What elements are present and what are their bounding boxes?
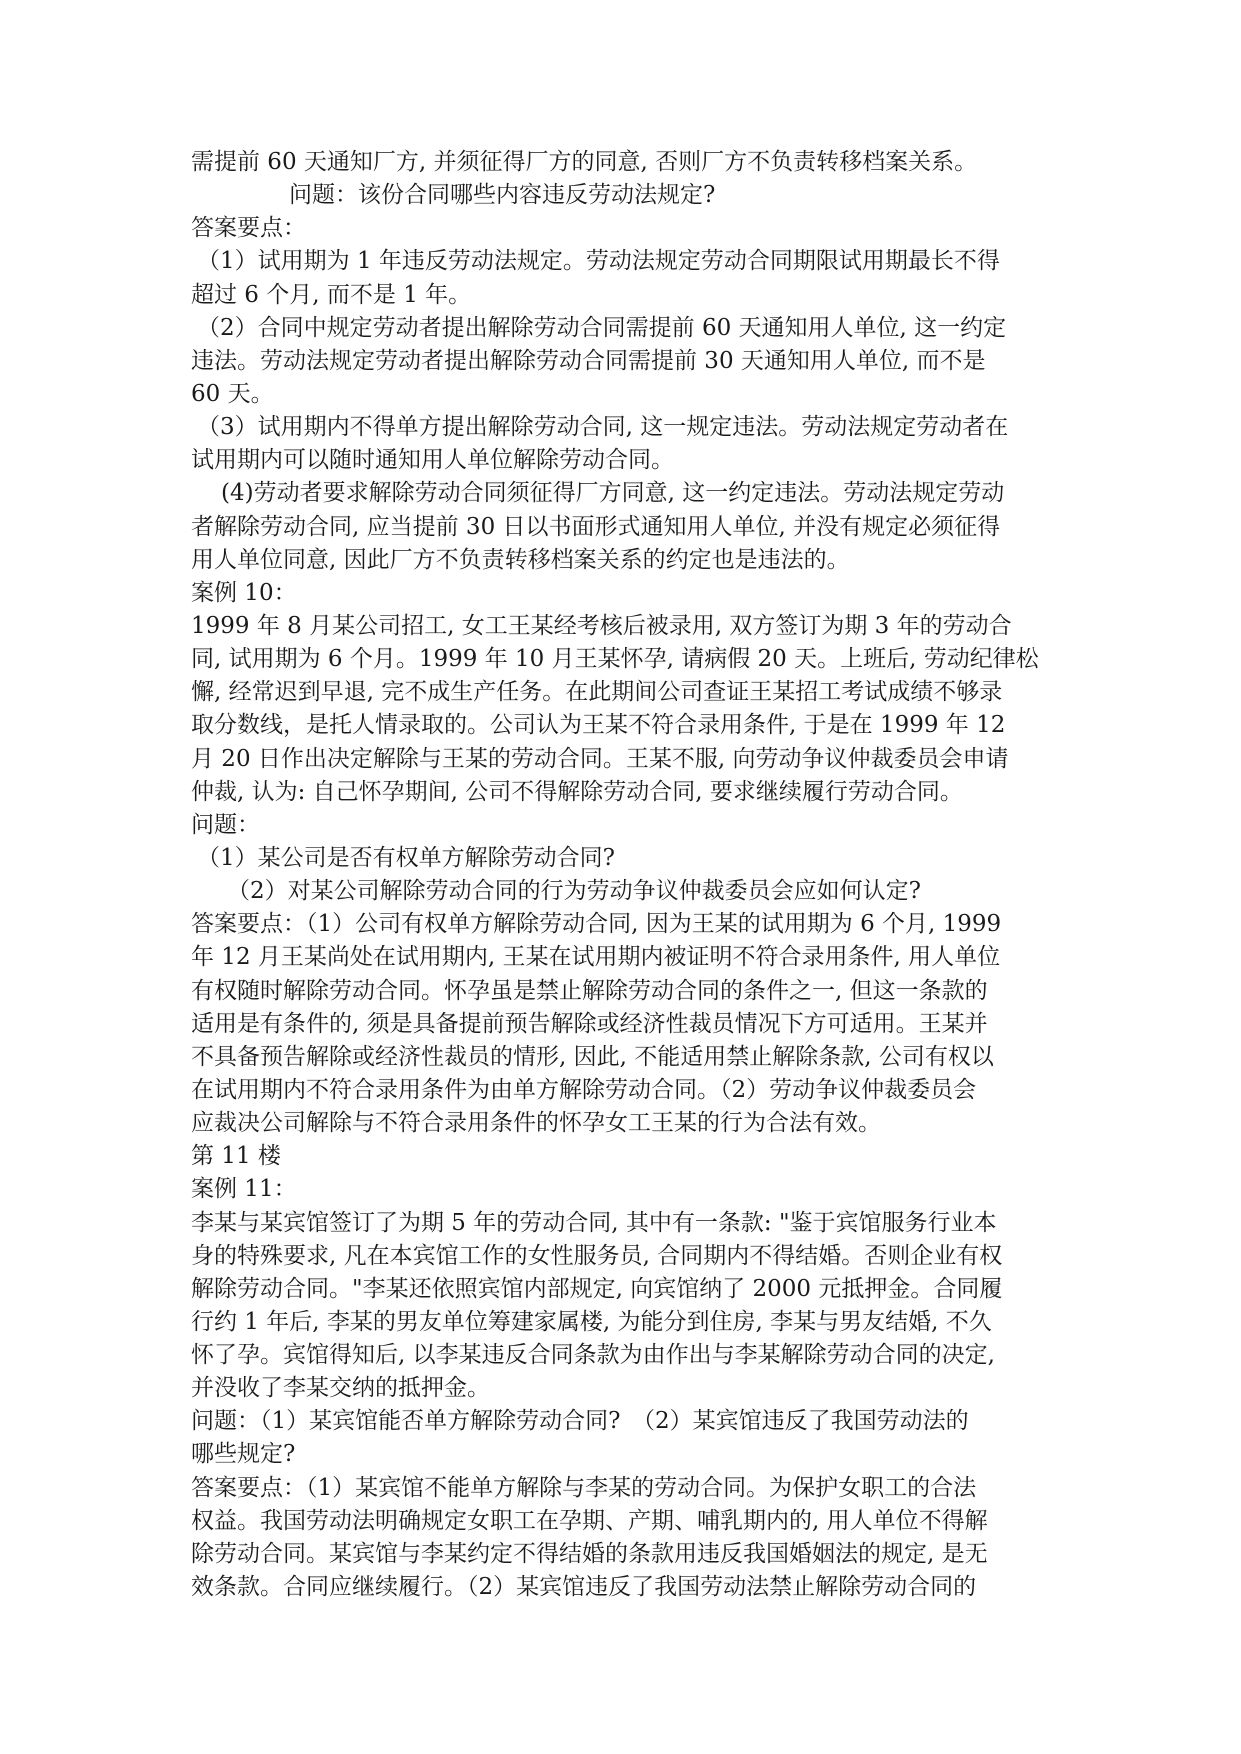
- text-line: 哪些规定?: [191, 1441, 296, 1468]
- text-line: 李某与某宾馆签订了为期 5 年的劳动合同, 其中有一条款: "鉴于宾馆服务行业本: [191, 1209, 997, 1236]
- text-line: （2）合同中规定劳动者提出解除劳动合同需提前 60 天通知用人单位, 这一约定: [197, 314, 1007, 341]
- floor-label: 第 11 楼: [191, 1143, 281, 1170]
- text-line: 超过 6 个月, 而不是 1 年。: [191, 281, 472, 308]
- question-heading: 问题：: [191, 811, 260, 838]
- text-line: (4)劳动者要求解除劳动合同须征得厂方同意, 这一约定违法。劳动法规定劳动: [221, 480, 1005, 507]
- text-line: 并没收了李某交纳的抵押金。: [191, 1375, 490, 1402]
- question-line: 问题：该份合同哪些内容违反劳动法规定?: [289, 182, 716, 209]
- text-line: 违法。劳动法规定劳动者提出解除劳动合同需提前 30 天通知用人单位, 而不是: [191, 347, 986, 374]
- text-line: 有权随时解除劳动合同。怀孕虽是禁止解除劳动合同的条件之一, 但这一条款的: [191, 977, 988, 1004]
- text-line: 应裁决公司解除与不符合录用条件的怀孕女工王某的行为合法有效。: [191, 1110, 881, 1137]
- document-body: [191, 146, 1061, 1604]
- text-line: 用人单位同意, 因此厂方不负责转移档案关系的约定也是违法的。: [191, 546, 850, 573]
- text-line: 身的特殊要求, 凡在本宾馆工作的女性服务员, 合同期内不得结婚。否则企业有权: [191, 1242, 1003, 1269]
- case-heading: 案例 11：: [191, 1176, 297, 1203]
- text-line: 怀了孕。宾馆得知后, 以李某违反合同条款为由作出与李某解除劳动合同的决定,: [191, 1342, 995, 1369]
- text-line: 仲裁, 认为: 自己怀孕期间, 公司不得解除劳动合同, 要求继续履行劳动合同。: [191, 778, 963, 805]
- text-line: 答案要点：（1）公司有权单方解除劳动合同, 因为王某的试用期为 6 个月, 1999: [191, 911, 1002, 938]
- text-line: （1）试用期为 1 年违反劳动法规定。劳动法规定劳动合同期限试用期最长不得: [197, 248, 1000, 275]
- question-line: 问题：（1）某宾馆能否单方解除劳动合同? （2）某宾馆违反了我国劳动法的: [191, 1408, 969, 1435]
- text-line: （3）试用期内不得单方提出解除劳动合同, 这一规定违法。劳动法规定劳动者在: [197, 414, 1009, 441]
- text-line: 月 20 日作出决定解除与王某的劳动合同。王某不服, 向劳动争议仲裁委员会申请: [191, 745, 1009, 772]
- text-line: 1999 年 8 月某公司招工, 女工王某经考核后被录用, 双方签订为期 3 年的劳动合: [191, 612, 1012, 639]
- text-line: 权益。我国劳动法明确规定女职工在孕期、产期、哺乳期内的, 用人单位不得解: [191, 1507, 988, 1534]
- text-line: 在试用期内不符合录用条件为由单方解除劳动合同。（2）劳动争议仲裁委员会: [191, 1076, 977, 1103]
- text-line: 60 天。: [191, 380, 274, 407]
- text-line: 需提前 60 天通知厂方, 并须征得厂方的同意, 否则厂方不负责转移档案关系。: [191, 149, 978, 175]
- text-line: 懈, 经常迟到早退, 完不成生产任务。在此期间公司查证王某招工考试成绩不够录: [191, 679, 1003, 706]
- text-line: 除劳动合同。某宾馆与李某约定不得结婚的条款用违反我国婚姻法的规定, 是无: [191, 1540, 988, 1567]
- question-line: （2）对某公司解除劳动合同的行为劳动争议仲裁委员会应如何认定?: [227, 878, 921, 905]
- text-line: 取分数线，是托人情录取的。公司认为王某不符合录用条件, 于是在 1999 年 12: [191, 712, 1006, 739]
- text-line: 效条款。合同应继续履行。（2）某宾馆违反了我国劳动法禁止解除劳动合同的: [191, 1574, 977, 1601]
- text-line: 者解除劳动合同, 应当提前 30 日以书面形式通知用人单位, 并没有规定必须征得: [191, 513, 1001, 540]
- text-line: 同, 试用期为 6 个月。1999 年 10 月王某怀孕, 请病假 20 天。上班后, 劳动纪律松: [191, 646, 1039, 673]
- text-line: 解除劳动合同。"李某还依照宾馆内部规定, 向宾馆纳了 2000 元抵押金。合同履: [191, 1275, 1003, 1302]
- text-line: 年 12 月王某尚处在试用期内, 王某在试用期内被证明不符合录用条件, 用人单位: [191, 944, 1001, 971]
- text-line: 适用是有条件的, 须是具备提前预告解除或经济性裁员情况下方可适用。王某并: [191, 1010, 988, 1037]
- text-line: 不具备预告解除或经济性裁员的情形, 因此, 不能适用禁止解除条款, 公司有权以: [191, 1043, 994, 1070]
- question-line: （1）某公司是否有权单方解除劳动合同?: [197, 844, 615, 871]
- text-line: 答案要点：（1）某宾馆不能单方解除与李某的劳动合同。为保护女职工的合法: [191, 1474, 977, 1501]
- text-line: 行约 1 年后, 李某的男友单位筹建家属楼, 为能分到住房, 李某与男友结婚, 不久: [191, 1308, 992, 1335]
- case-heading: 案例 10：: [191, 579, 297, 606]
- text-line: 试用期内可以随时通知用人单位解除劳动合同。: [191, 447, 674, 474]
- answer-heading: 答案要点：: [191, 215, 306, 242]
